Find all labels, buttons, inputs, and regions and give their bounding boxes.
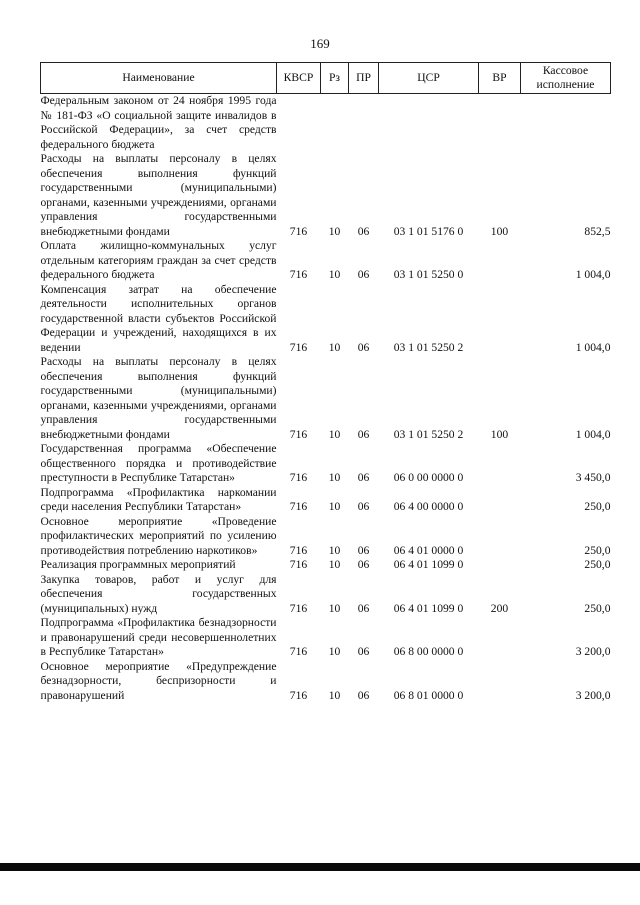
header-rz: Рз [321,63,349,94]
budget-table-container [40,62,610,703]
row-vr [479,660,521,704]
row-rz: 10 [328,268,341,281]
row-pr: 06 [357,543,370,557]
row-csr: 06 0 00 0000 0 [393,471,464,484]
row-kvsr: 716 [289,500,308,513]
table-row [41,152,611,239]
row-kass: 1 004,0 [575,268,611,281]
row-name: Подпрограмма «Профилактика наркомании среди населения Республики Татарстан» [40,485,277,513]
row-kass: 852,5 [584,224,611,238]
scan-footer-bar [0,863,640,871]
row-pr: 06 [357,601,370,615]
row-vr [479,283,521,356]
row-vr: 100 [490,224,509,238]
header-kass: Кассовое исполнение [521,63,611,94]
budget-table [40,62,611,703]
row-kvsr: 716 [289,688,308,702]
row-name: Расходы на выплаты персоналу в целях обеспечения выполнения функций государственными (муниципальными) органами, казенными учреждениями, органами управления государственными внебюджетными фондами [40,355,277,441]
row-csr: 06 8 00 0000 0 [393,645,464,658]
row-name: Основное мероприятие «Предупреждение безнадзорности, беспризорности и правонарушений [40,659,277,702]
table-row [41,660,611,704]
row-pr: 06 [357,268,370,281]
row-name: Подпрограмма «Профилактика безнадзорности и правонарушений среди несовершеннолетних в Республике Татарстан» [40,616,277,658]
row-pr: 06 [357,340,370,354]
row-name: Компенсация затрат на обеспечение деятельности исполнительных органов государственной власти субъектов Российской Федерации и учреждений, находящихся в их ведении [40,282,277,354]
row-rz: 10 [328,688,341,702]
row-kvsr [277,94,321,153]
row-name: Оплата жилищно-коммунальных услуг отдельным категориям граждан за счет средств федерального бюджета [40,239,277,281]
row-csr [379,94,479,153]
table-row [41,616,611,660]
row-csr: 06 8 01 0000 0 [393,688,464,702]
row-kvsr: 716 [289,543,308,557]
row-vr: 100 [490,427,509,441]
row-pr: 06 [357,224,370,238]
row-name: Федеральным законом от 24 ноября 1995 года № 181-ФЗ «О социальной защите инвалидов в Российской Федерации», за счет средств федерального бюджета [40,94,277,151]
row-rz: 10 [328,340,341,354]
row-kass: 250,0 [584,558,611,571]
row-rz [321,94,349,153]
row-vr [479,486,521,515]
header-pr: ПР [349,63,379,94]
table-row [41,283,611,356]
table-row [41,486,611,515]
header-row [41,63,611,94]
row-rz: 10 [328,543,341,557]
table-row [41,573,611,617]
row-rz: 10 [328,471,341,484]
row-name: Закупка товаров, работ и услуг для обеспечения государственных (муниципальных) нужд [40,572,277,615]
table-row [41,94,611,153]
row-kass: 3 450,0 [575,471,611,484]
row-csr: 03 1 01 5250 0 [393,268,464,281]
header-csr: ЦСР [379,63,479,94]
row-name: Реализация программных мероприятий [40,558,236,571]
row-vr: 200 [490,601,509,615]
row-kvsr: 716 [289,224,308,238]
row-csr: 06 4 01 0000 0 [393,543,464,557]
row-csr: 03 1 01 5250 2 [393,427,464,441]
row-csr: 06 4 01 1099 0 [393,558,464,571]
header-name: Наименование [41,63,277,94]
row-kvsr: 716 [289,427,308,441]
row-kvsr: 716 [289,268,308,281]
row-pr: 06 [357,427,370,441]
header-vr: ВР [479,63,521,94]
row-kass: 3 200,0 [575,688,611,702]
row-vr [479,515,521,559]
table-row [41,355,611,442]
row-kvsr: 716 [289,340,308,354]
row-rz: 10 [328,500,341,513]
table-row [41,558,611,573]
row-rz: 10 [328,224,341,238]
row-rz: 10 [328,601,341,615]
row-kvsr: 716 [289,645,308,658]
row-kvsr: 716 [289,601,308,615]
row-kass: 250,0 [584,601,611,615]
row-name: Расходы на выплаты персоналу в целях обеспечения выполнения функций государственными (муниципальными) органами, казенными учреждениями, органами управления государственными внебюджетными фондами [40,152,277,238]
row-pr: 06 [357,645,370,658]
row-kass: 250,0 [584,543,611,557]
table-row [41,239,611,283]
row-kass: 250,0 [584,500,611,513]
row-pr: 06 [357,558,370,571]
row-kass: 1 004,0 [575,340,611,354]
row-vr [479,616,521,660]
row-vr [479,442,521,486]
row-name: Государственная программа «Обеспечение общественного порядка и противодействие преступности в Республике Татарстан» [40,442,277,484]
row-vr [479,94,521,153]
row-csr: 03 1 01 5250 2 [393,340,464,354]
row-kass [521,94,611,153]
page-number: 169 [310,36,330,51]
row-csr: 03 1 01 5176 0 [393,224,464,238]
row-vr [479,558,521,573]
row-kvsr: 716 [289,471,308,484]
row-vr [479,239,521,283]
row-kvsr: 716 [289,558,308,571]
row-pr [349,94,379,153]
row-rz: 10 [328,427,341,441]
table-row [41,442,611,486]
row-rz: 10 [328,558,341,571]
table-row [41,515,611,559]
row-pr: 06 [357,688,370,702]
row-pr: 06 [357,500,370,513]
row-name: Основное мероприятие «Проведение профилактических мероприятий по усилению противодействия потреблению наркотиков» [40,514,277,557]
header-kvsr: КВСР [277,63,321,94]
row-csr: 06 4 00 0000 0 [393,500,464,513]
row-pr: 06 [357,471,370,484]
row-kass: 3 200,0 [575,645,611,658]
row-rz: 10 [328,645,341,658]
row-kass: 1 004,0 [575,427,611,441]
row-csr: 06 4 01 1099 0 [393,601,464,615]
